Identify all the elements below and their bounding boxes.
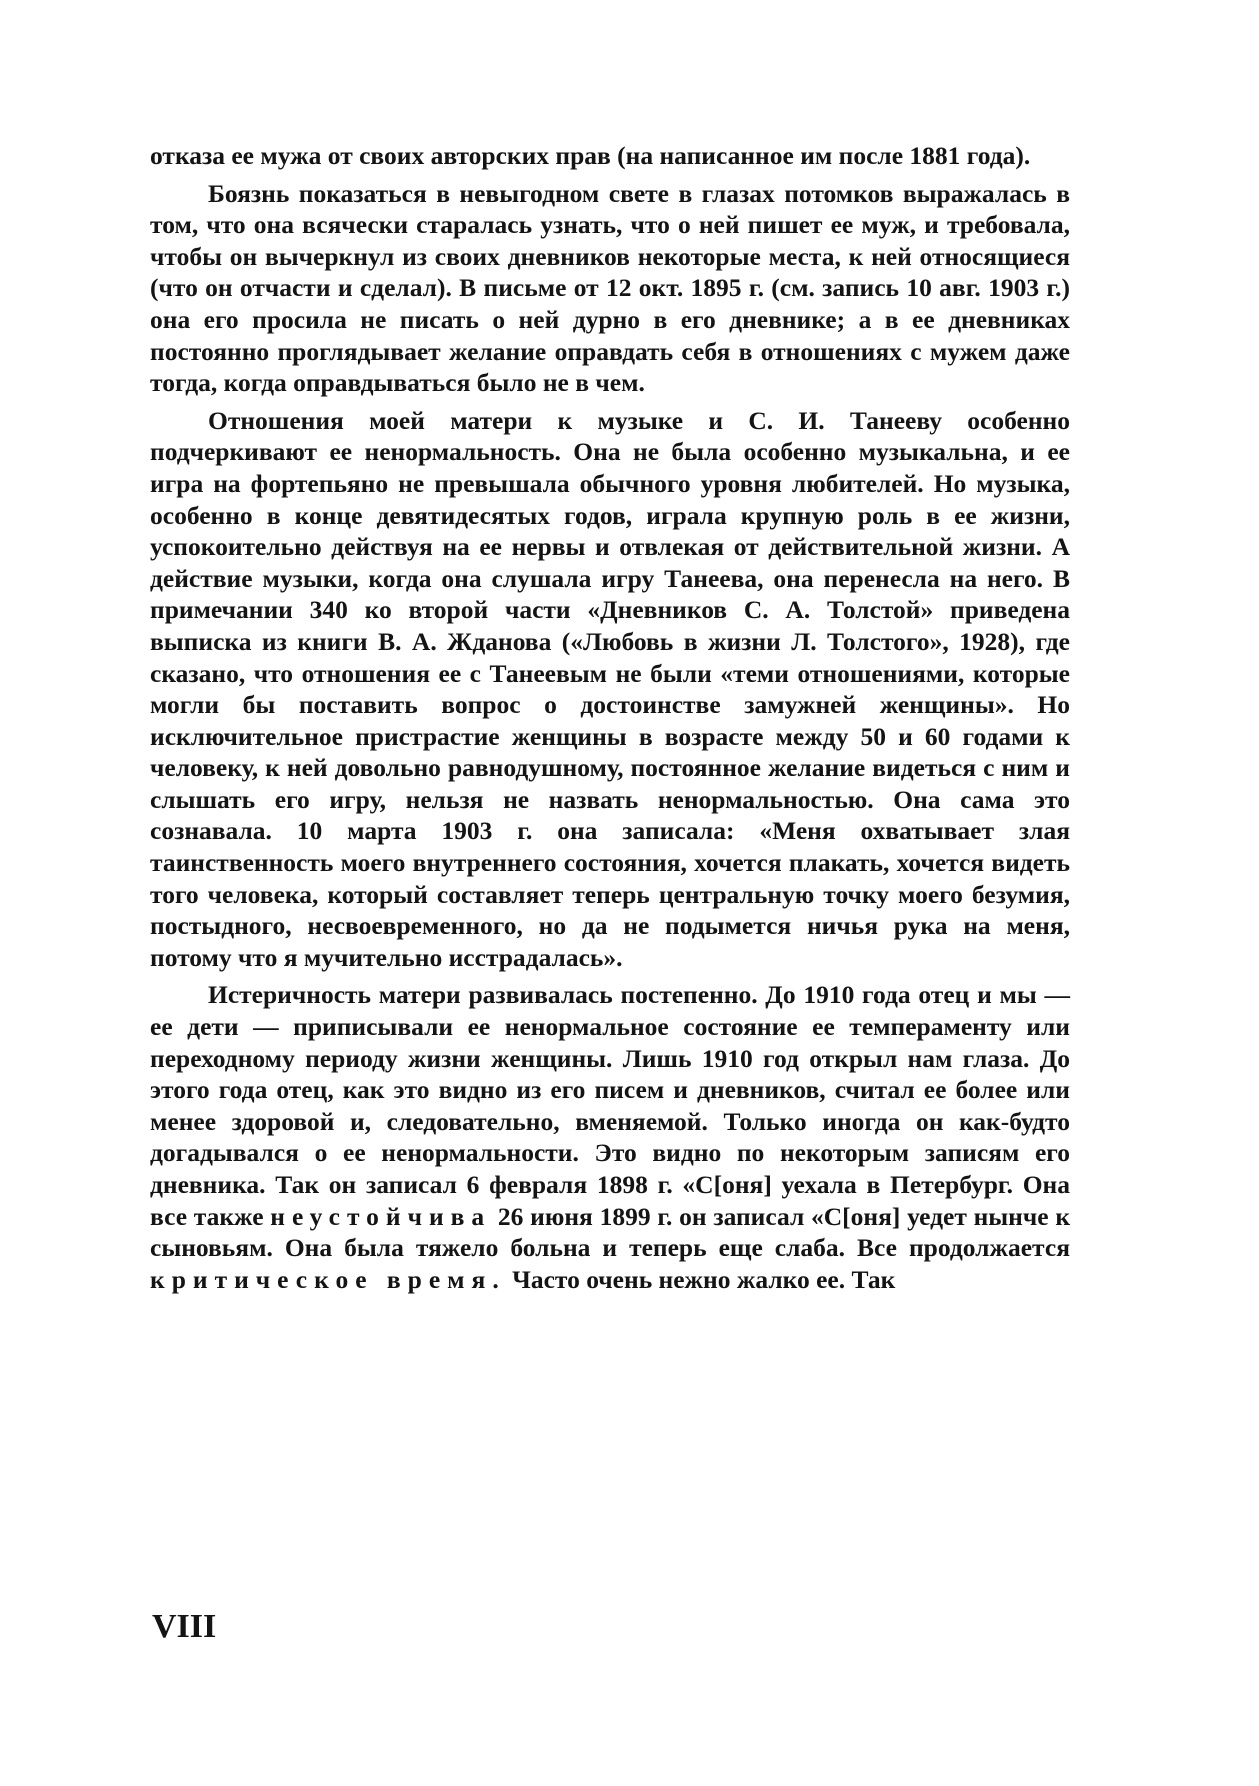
spaced-word-critical-time: критическое время. <box>150 1264 506 1294</box>
hysteria-text-part3: Часто очень нежно жалко ее. Так <box>512 1264 896 1294</box>
paragraph-continuation: отказа ее мужа от своих авторских прав (на написанное им после 1881 года). <box>150 141 1031 170</box>
paragraph-fear-of-posterity: Боязнь показаться в невыгодном свете в глазах потомков выражалась в том, что она всячески старалась узнать, что о ней пишет ее муж, и требовала, чтобы он вычеркнул из своих дневников некоторые места, к ней относящиеся (что он отчасти и сделал). В письме от 12 окт. 1895 г. (см. запись 10 авг. 1903 г.) она его просила не писать о ней дурно в его дневнике; а в ее дневниках постоянно проглядывает желание оправдать себя в отношениях с мужем даже тогда, когда оправдываться было не в чем. <box>150 178 1070 398</box>
hysteria-text-part2: 26 июня 1899 г. он записал «С[оня] уедет нынче к сыновьям. Она была тяжело больна и теперь еще слаба. Все продолжается <box>150 1201 1071 1263</box>
paragraph-hysteria <box>150 979 1070 1295</box>
page-number: VIII <box>152 1608 217 1645</box>
page-text-block <box>150 140 1070 1301</box>
paragraph-music-taneev: Отношения моей матери к музыке и С. И. Танееву особенно подчеркивают ее ненормальность. Она не была особенно музыкальна, и ее игра на фортепьяно не превышала обычного уровня любителей. Но музыка, особенно в конце девятидесятых годов, играла крупную роль в ее жизни, успокоительно действуя на ее нервы и отвлекая от действительной жизни. А действие музыки, когда она слушала игру Танеева, она перенесла на него. В примечании 340 ко второй части «Дневников С. А. Толстой» приведена выписка из книги В. А. Жданова («Любовь в жизни Л. Толстого», 1928), где сказано, что отношения ее с Танеевым не были «теми отношениями, которые могли бы поставить вопрос о достоинстве замужней женщины». Но исключительное пристрастие женщины в возрасте между 50 и 60 годами к человеку, к ней довольно равнодушному, постоянное желание видеться с ним и слышать его игру, нельзя не назвать ненормальностью. Она сама это сознавала. 10 марта 1903 г. она записала: «Меня охватывает злая таинственность моего внутреннего состояния, хочется плакать, хочется видеть того человека, который составляет теперь центральную точку моего безумия, постыдного, несвоевременного, но да не подымется ничья рука на меня, потому что я мучительно исстрадалась». <box>150 405 1070 972</box>
spaced-word-unsteady: неустойчива <box>270 1201 492 1231</box>
hysteria-text-part1: Истеричность матери развивалась постепенно. До 1910 года отец и мы — ее дети — приписывали ее ненормальное состояние ее темпераменту или переходному периоду жизни женщины. Лишь 1910 год открыл нам глаза. До этого года отец, как это видно из его писем и дневников, считал ее более или менее здоровой и, следовательно, вменяемой. Только иногда он как-будто догадывался о ее ненормальности. Это видно по некоторым записям его дневника. Так он записал 6 февраля 1898 г. «С[оня] уехала в Петербург. Она все также <box>150 980 1070 1231</box>
